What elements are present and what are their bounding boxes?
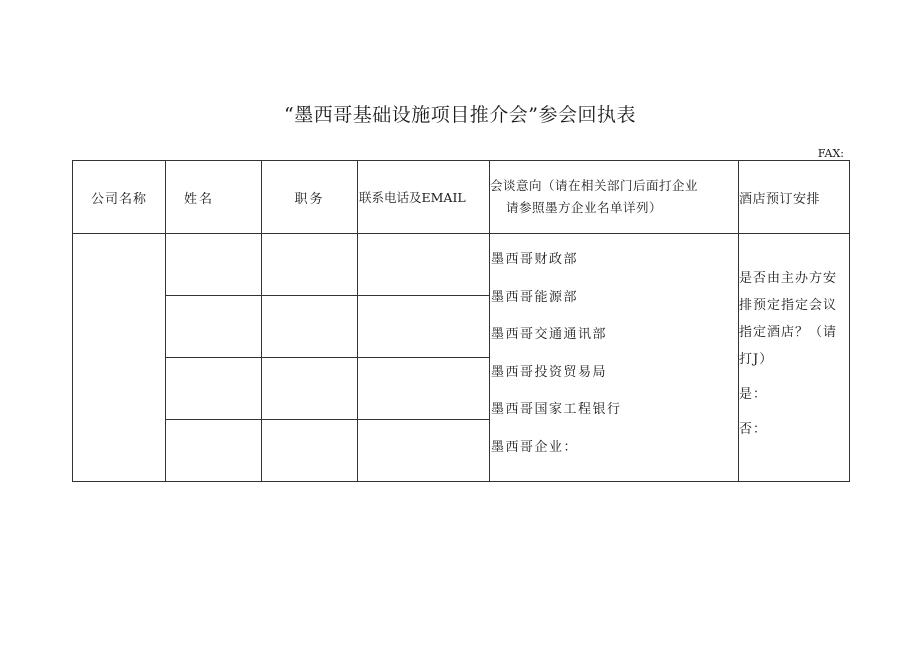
header-position: 职务 bbox=[262, 161, 358, 234]
header-name: 姓名 bbox=[166, 161, 262, 234]
department-list bbox=[490, 234, 738, 473]
position-field[interactable] bbox=[262, 234, 358, 296]
contact-field[interactable] bbox=[358, 420, 490, 482]
company-field[interactable] bbox=[73, 234, 166, 482]
department-item[interactable]: 墨西哥国家工程银行 bbox=[491, 402, 622, 417]
hotel-question: 是否由主办方安排预定指定会议指定酒店？（请打J） bbox=[739, 271, 838, 367]
contact-field[interactable] bbox=[358, 296, 490, 358]
department-item[interactable]: 墨西哥交通通讯部 bbox=[491, 327, 608, 342]
header-contact: 联系电话及EMAIL bbox=[358, 161, 490, 234]
name-field[interactable] bbox=[166, 358, 262, 420]
name-field[interactable] bbox=[166, 234, 262, 296]
hotel-no-option[interactable]: 否： bbox=[739, 422, 768, 437]
hotel-cell bbox=[739, 234, 850, 482]
header-company: 公司名称 bbox=[73, 161, 166, 234]
position-field[interactable] bbox=[262, 296, 358, 358]
department-item[interactable]: 墨西哥投资贸易局 bbox=[491, 364, 608, 380]
position-field[interactable] bbox=[262, 358, 358, 420]
header-meeting-line2: 请参照墨方企业名单详列） bbox=[506, 200, 663, 215]
position-field[interactable] bbox=[262, 420, 358, 482]
meeting-intent-cell bbox=[490, 234, 739, 482]
header-row bbox=[73, 161, 850, 234]
header-hotel: 酒店预订安排 bbox=[739, 161, 850, 234]
name-field[interactable] bbox=[166, 420, 262, 482]
header-meeting-intent bbox=[490, 161, 739, 234]
department-item[interactable]: 墨西哥能源部 bbox=[491, 289, 579, 305]
name-field[interactable] bbox=[166, 296, 262, 358]
header-meeting-line1: 会谈意向（请在相关部门后面打企业 bbox=[490, 178, 699, 193]
page-title: “墨西哥基础设施项目推介会”参会回执表 bbox=[284, 104, 636, 126]
registration-table bbox=[72, 160, 850, 482]
department-item[interactable]: 墨西哥财政部 bbox=[491, 252, 579, 267]
contact-field[interactable] bbox=[358, 234, 490, 296]
hotel-yes-option[interactable]: 是： bbox=[739, 387, 768, 402]
department-item[interactable]: 墨西哥企业： bbox=[491, 439, 579, 455]
fax-label: FAX: bbox=[817, 147, 844, 160]
contact-field[interactable] bbox=[358, 358, 490, 420]
data-row bbox=[73, 234, 850, 296]
